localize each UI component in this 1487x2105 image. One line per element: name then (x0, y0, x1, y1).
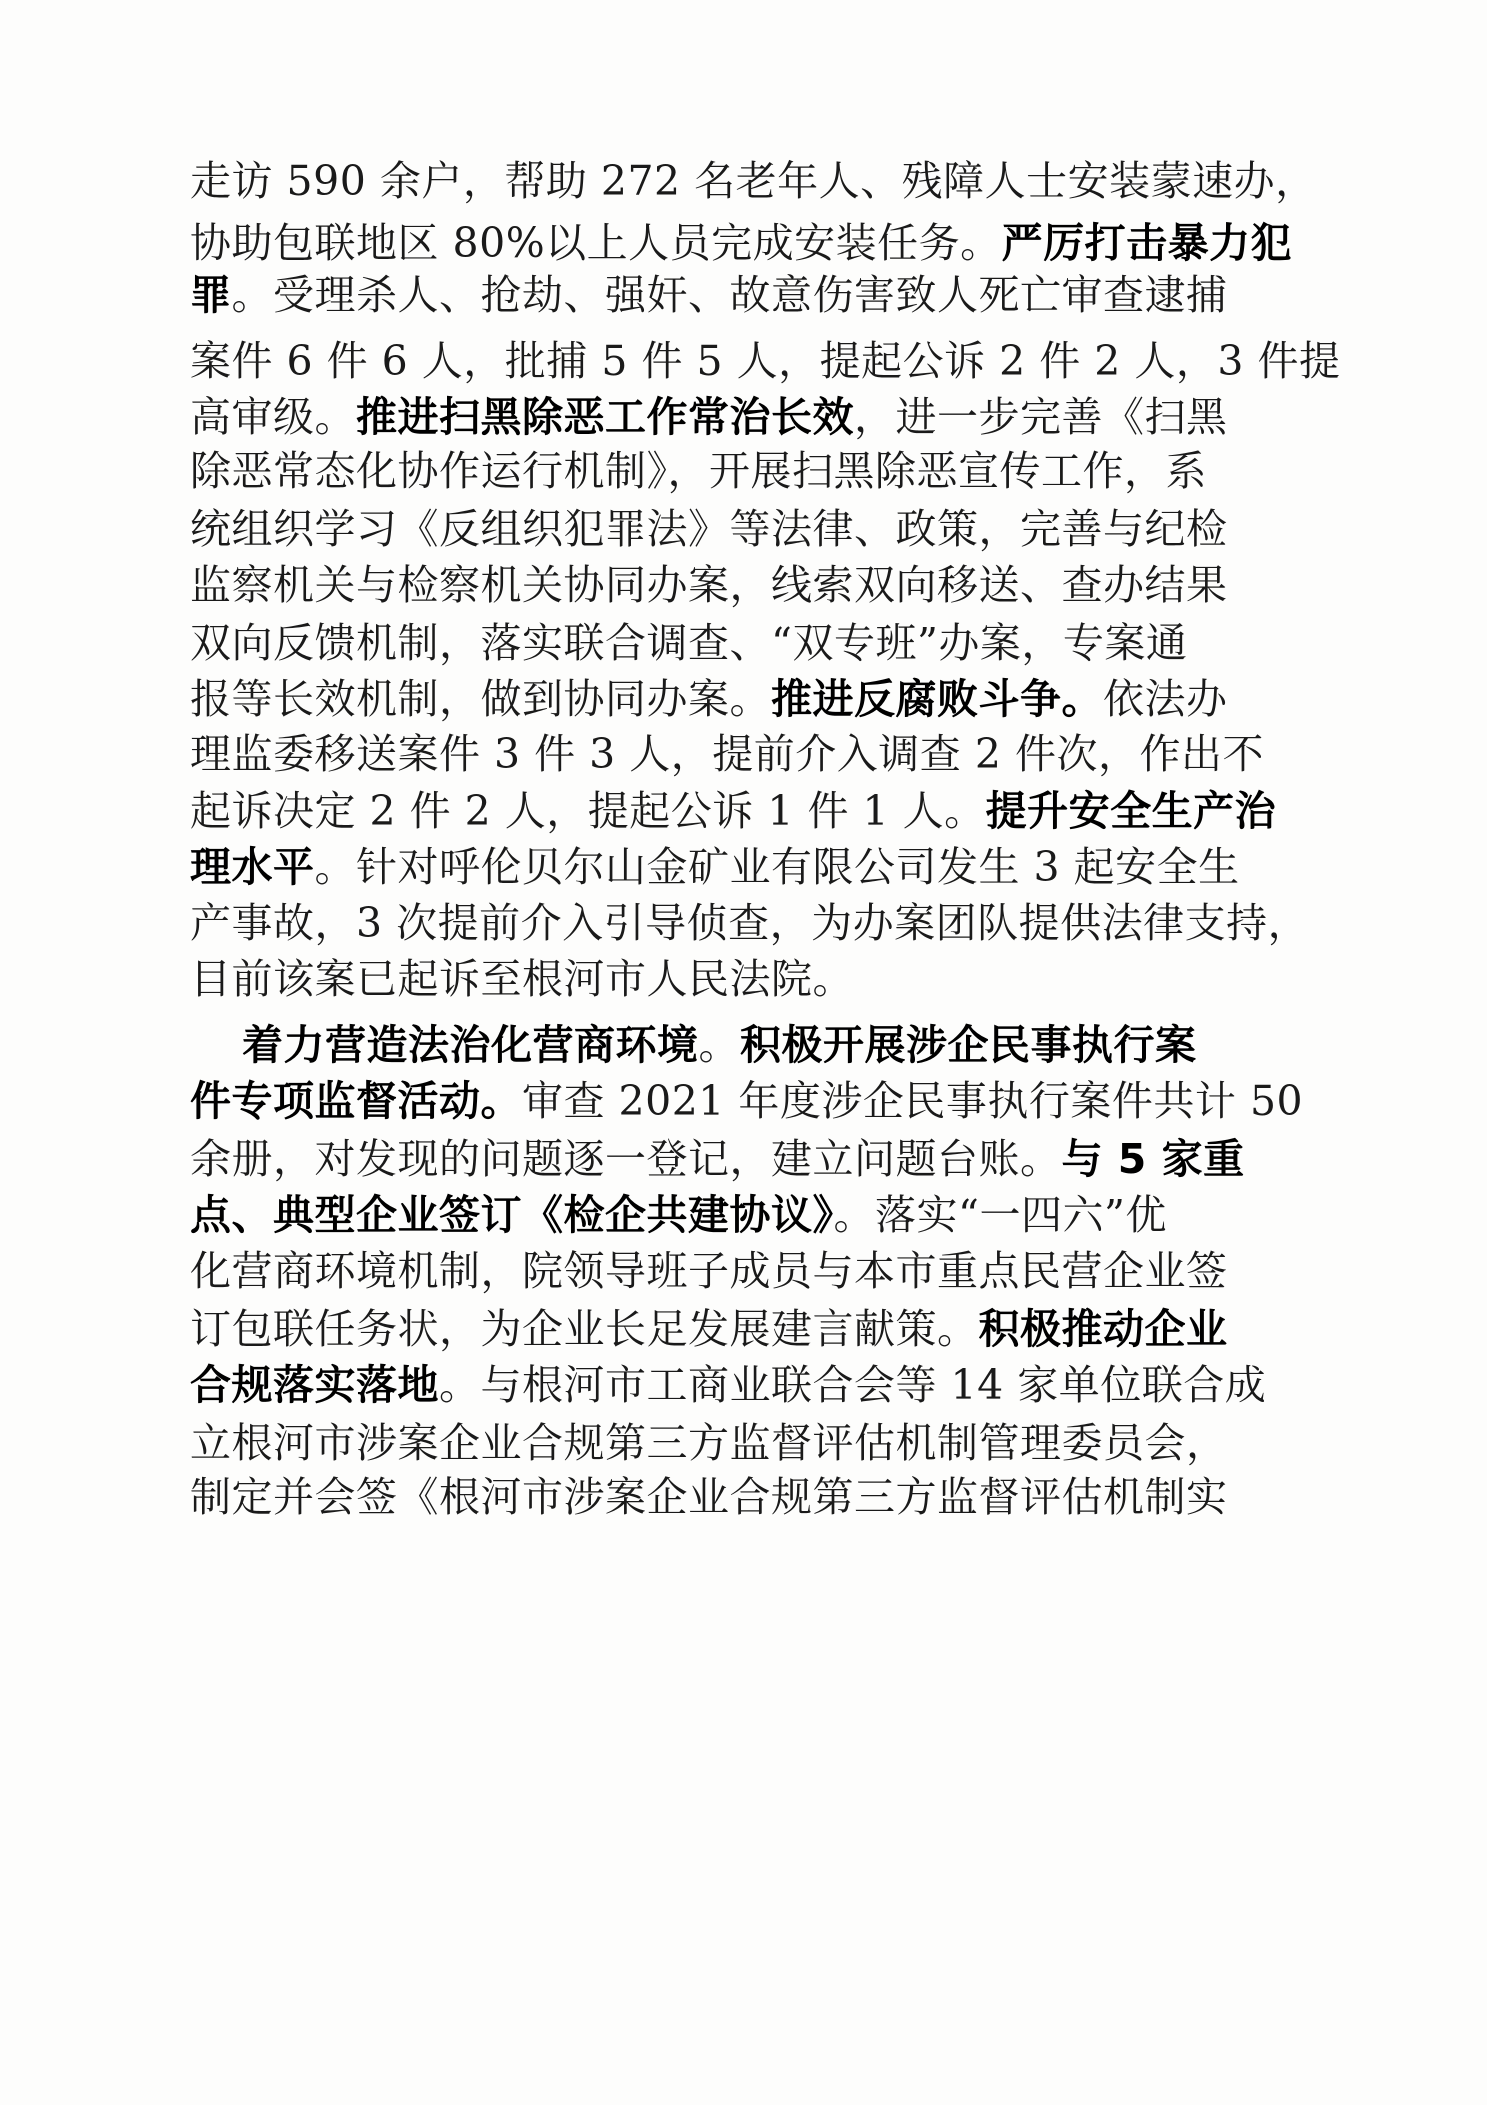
body-text: 理监委移送案件 3 件 3 人，提前介入调查 2 件次，作出不 (190, 730, 1264, 778)
bold-heading-text: 罪 (190, 271, 232, 319)
text-line (190, 836, 1240, 898)
text-line (190, 1128, 1245, 1190)
body-text: 制定并会签《根河市涉案企业合规第三方监督评估机制实 (190, 1473, 1228, 1521)
bold-heading-text: 推进反腐败斗争。 (771, 675, 1103, 723)
body-text: 走访 590 余户，帮助 272 名老年人、残障人士安装蒙速办， (190, 157, 1317, 205)
text-line (190, 386, 1235, 448)
text-line (190, 1240, 1235, 1302)
body-text: 双向反馈机制，落实联合调查、“双专班”办案，专案通 (190, 619, 1188, 667)
body-text: 订包联任务状，为企业长足发展建言献策。 (190, 1305, 979, 1353)
body-text: 。 (698, 1021, 740, 1069)
text-line (190, 264, 1235, 326)
text-line (190, 612, 1235, 674)
bold-heading-text: 点、典型企业签订《检企共建协议》 (190, 1191, 834, 1239)
bold-heading-text: 推进扫黑除恶工作常治长效 (356, 393, 854, 441)
bold-heading-text: 合规落实落地 (190, 1361, 439, 1409)
body-text: 监察机关与检察机关协同办案，线索双向移送、查办结果 (190, 561, 1228, 609)
bold-heading-text: 件专项监督活动。 (190, 1077, 522, 1125)
text-line (190, 723, 1264, 785)
body-text: 余册，对发现的问题逐一登记，建立问题台账。 (190, 1135, 1062, 1183)
text-line (190, 498, 1235, 560)
text-line (190, 1354, 1267, 1416)
paragraph-first-line (242, 1014, 1287, 1076)
text-line (190, 892, 1310, 954)
body-text: 。针对呼伦贝尔山金矿业有限公司发生 3 起安全生 (314, 843, 1240, 891)
body-text: 。与根河市工商业联合会等 14 家单位联合成 (439, 1361, 1267, 1409)
body-text: 协助包联地区 80%以上人员完成安装任务。 (190, 219, 1002, 267)
bold-heading-text: 提升安全生产治 (985, 787, 1277, 835)
body-text: 依法办 (1103, 675, 1228, 723)
body-text: 高审级。 (190, 393, 356, 441)
body-text: 报等长效机制，做到协同办案。 (190, 675, 771, 723)
body-text: 起诉决定 2 件 2 人，提起公诉 1 件 1 人。 (190, 787, 986, 835)
bold-heading-text: 理水平 (190, 843, 315, 891)
bold-heading-text: 积极开展涉企民事执行案 (740, 1021, 1197, 1069)
bold-heading-text: 着力营造法治化营商环境 (242, 1021, 699, 1069)
text-line (190, 1412, 1235, 1474)
body-text: 。落实“一四六”优 (833, 1191, 1167, 1239)
body-text: 。受理杀人、抢劫、强奸、故意伤害致人死亡审查逮捕 (231, 271, 1228, 319)
text-line (190, 1184, 1235, 1246)
text-line (190, 1466, 1235, 1528)
body-text: 除恶常态化协作运行机制》，开展扫黑除恶宣传工作，系 (190, 447, 1207, 495)
text-line (190, 150, 1317, 212)
body-text: 化营商环境机制，院领导班子成员与本市重点民营企业签 (190, 1247, 1228, 1295)
text-line (190, 1070, 1304, 1132)
text-line (190, 668, 1235, 730)
text-line (190, 948, 1235, 1010)
body-text: ，进一步完善《扫黑 (854, 393, 1228, 441)
bold-heading-text: 严厉打击暴力犯 (1001, 219, 1293, 267)
body-text: 立根河市涉案企业合规第三方监督评估机制管理委员会， (190, 1419, 1228, 1467)
bold-heading-text: 与 5 家重 (1061, 1135, 1245, 1183)
body-text: 目前该案已起诉至根河市人民法院。 (190, 955, 854, 1003)
text-line (190, 1298, 1235, 1360)
body-text: 统组织学习《反组织犯罪法》等法律、政策，完善与纪检 (190, 505, 1228, 553)
text-line (190, 330, 1341, 392)
text-line (190, 554, 1235, 616)
body-text: 产事故，3 次提前介入引导侦查，为办案团队提供法律支持， (190, 899, 1310, 947)
bold-heading-text: 积极推动企业 (978, 1305, 1228, 1353)
text-line (190, 780, 1277, 842)
text-line (190, 440, 1235, 502)
body-text: 案件 6 件 6 人，批捕 5 件 5 人，提起公诉 2 件 2 人，3 件提 (190, 337, 1341, 385)
body-text: 审查 2021 年度涉企民事执行案件共计 50 (522, 1077, 1304, 1125)
